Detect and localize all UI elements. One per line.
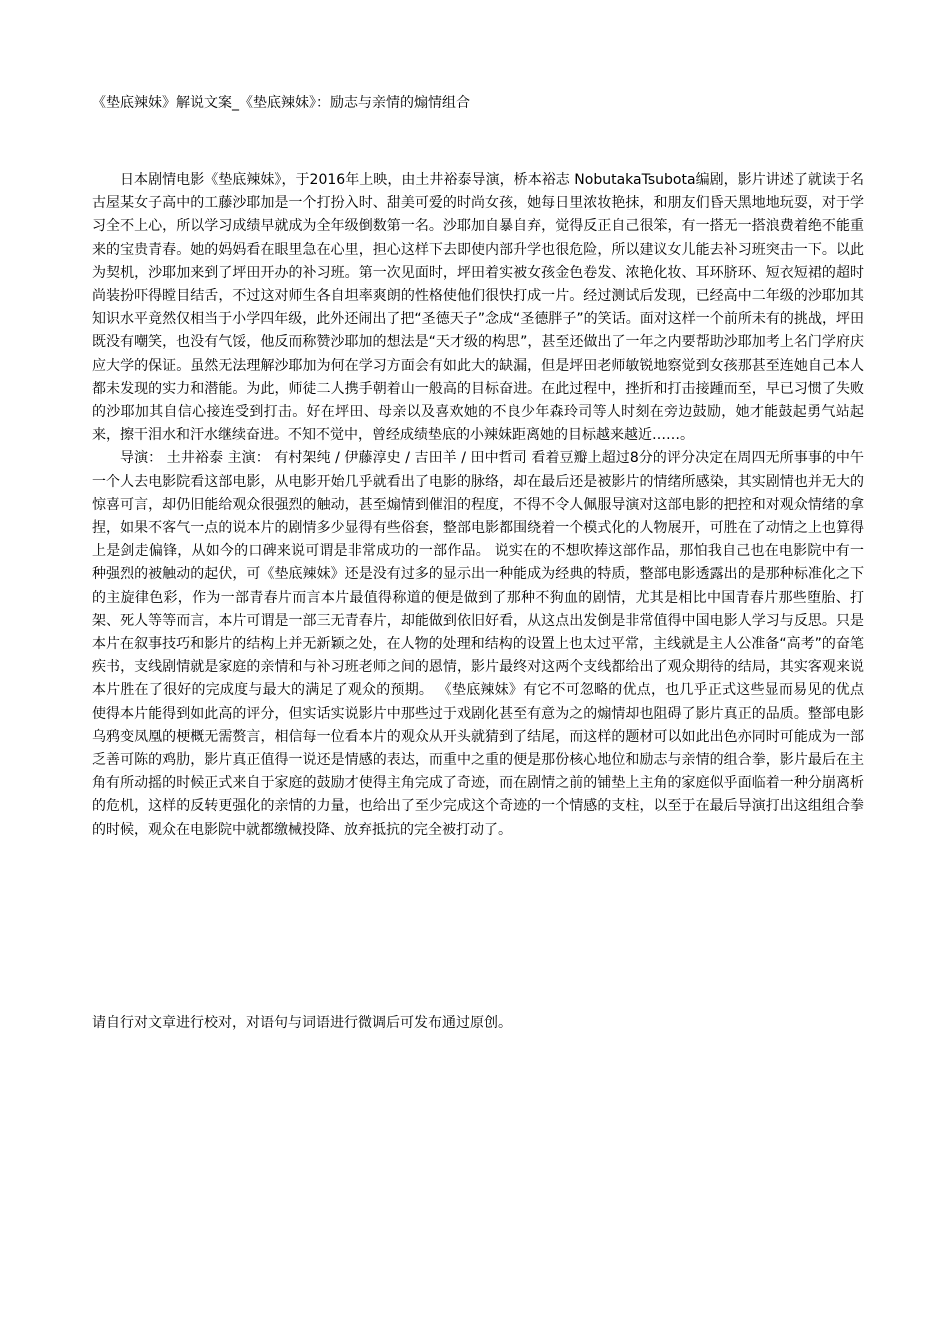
document-body xyxy=(92,169,864,842)
document-footer-note: 请自行对文章进行校对，对语句与词语进行微调后可发布通过原创。 xyxy=(92,1015,512,1031)
paragraph-review: 导演： 土井裕泰 主演： 有村架纯 / 伊藤淳史 / 吉田羊 / 田中哲司 看着豆瓣上超过8分的评分决定在周四无所事事的中午一个人去电影院看这部电影，从电影开始几乎就看出了电影的脉络，却在最后还是被影片的情绪所感染，其实剧情也并无大的惊喜可言，却仍旧能给观众很强烈的触动，甚至煽情到催泪的程度，不得不令人佩服导演对这部电影的把控和对观众情绪的拿捏，如果不客气一点的说本片的剧情多少显得有些俗套，整部电影都围绕着一个模式化的人物展开，可胜在了动情之上也算得上是剑走偏锋，从如今的口碑来说可谓是非常成功的一部作品。 说实在的不想吹捧这部作品，那怕我自己也在电影院中有一种强烈的被触动的起伏，可《垫底辣妹》还是没有过多的显示出一种能成为经典的特质，整部电影透露出的是那种标准化之下的主旋律色彩，作为一部青春片而言本片最值得称道的便是做到了那种不狗血的剧情，尤其是相比中国青春片那些堕胎、打架、死人等等而言，本片可谓是一部三无青春片，却能做到依旧好看，从这点出发倒是非常值得中国电影人学习与反思。只是本片在叙事技巧和影片的结构上并无新颖之处，在人物的处理和结构的设置上也太过平常，主线就是主人公准备“高考”的奋笔疾书，支线剧情就是家庭的亲情和与补习班老师之间的恩情，影片最终对这两个支线都给出了观众期待的结局，其实客观来说本片胜在了很好的完成度与最大的满足了观众的预期。 《垫底辣妹》有它不可忽略的优点，也几乎正式这些显而易见的优点使得本片能得到如此高的评分，但实话实说影片中那些过于戏剧化甚至有意为之的煽情却也阻碍了影片真正的品质。整部电影乌鸦变凤凰的梗概无需赘言，相信每一位看本片的观众从开头就猜到了结尾，而这样的题材可以如此出色亦同时可能成为一部乏善可陈的鸡肋，影片真正值得一说还是情感的表达，而重中之重的便是那份核心地位和励志与亲情的组合拳，影片最后在主角有所动摇的时候正式来自于家庭的鼓励才使得主角完成了奇迹，而在剧情之前的铺垫上主角的家庭似乎面临着一种分崩离析的危机，这样的反转更强化的亲情的力量，也给出了至少完成这个奇迹的一个情感的支柱，以至于在最后导演打出这组组合拳的时候，观众在电影院中就都缴械投降、放弃抵抗的完全被打动了。 xyxy=(92,450,864,838)
document-title: 《垫底辣妹》解说文案_《垫底辣妹》：励志与亲情的煽情组合 xyxy=(92,95,470,111)
paragraph-synopsis: 日本剧情电影《垫底辣妹》，于2016年上映，由土井裕泰导演，桥本裕志 NobutakaTsubota编剧，影片讲述了就读于名古屋某女子高中的工藤沙耶加是一个打扮入时、甜美可爱的时尚女孩，她每日里浓妆艳抹，和朋友们昏天黑地地玩耍，对于学习全不上心，所以学习成绩早就成为全年级倒数第一名。沙耶加自暴自弃，觉得反正自己很笨，有一搭无一搭浪费着绝不能重来的宝贵青春。她的妈妈看在眼里急在心里，担心这样下去即使内部升学也很危险，所以建议女儿能去补习班突击一下。以此为契机，沙耶加来到了坪田开办的补习班。第一次见面时，坪田着实被女孩金色卷发、浓艳化妆、耳环脐环、短衣短裙的超时尚装扮吓得瞠目结舌，不过这对师生各自坦率爽朗的性格使他们很快打成一片。经过测试后发现，已经高中二年级的沙耶加其知识水平竟然仅相当于小学四年级，此外还闹出了把“圣德天子”念成“圣德胖子”的笑话。面对这样一个前所未有的挑战，坪田既没有嘲笑，也没有气馁，他反而称赞沙耶加的想法是“天才级的构思”，甚至还做出了一年之内要帮助沙耶加考上名门学府庆应大学的保证。虽然无法理解沙耶加为何在学习方面会有如此大的缺漏，但是坪田老师敏锐地察觉到女孩那甚至连她自己本人都未发现的实力和潜能。为此，师徒二人携手朝着山一般高的目标奋进。在此过程中，挫折和打击接踵而至，早已习惯了失败的沙耶加其自信心接连受到打击。好在坪田、母亲以及喜欢她的不良少年森玲司等人时刻在旁边鼓励，她才能鼓起勇气站起来，擦干泪水和汗水继续奋进。不知不觉中，曾经成绩垫底的小辣妹距离她的目标越来越近……。 xyxy=(92,172,864,444)
